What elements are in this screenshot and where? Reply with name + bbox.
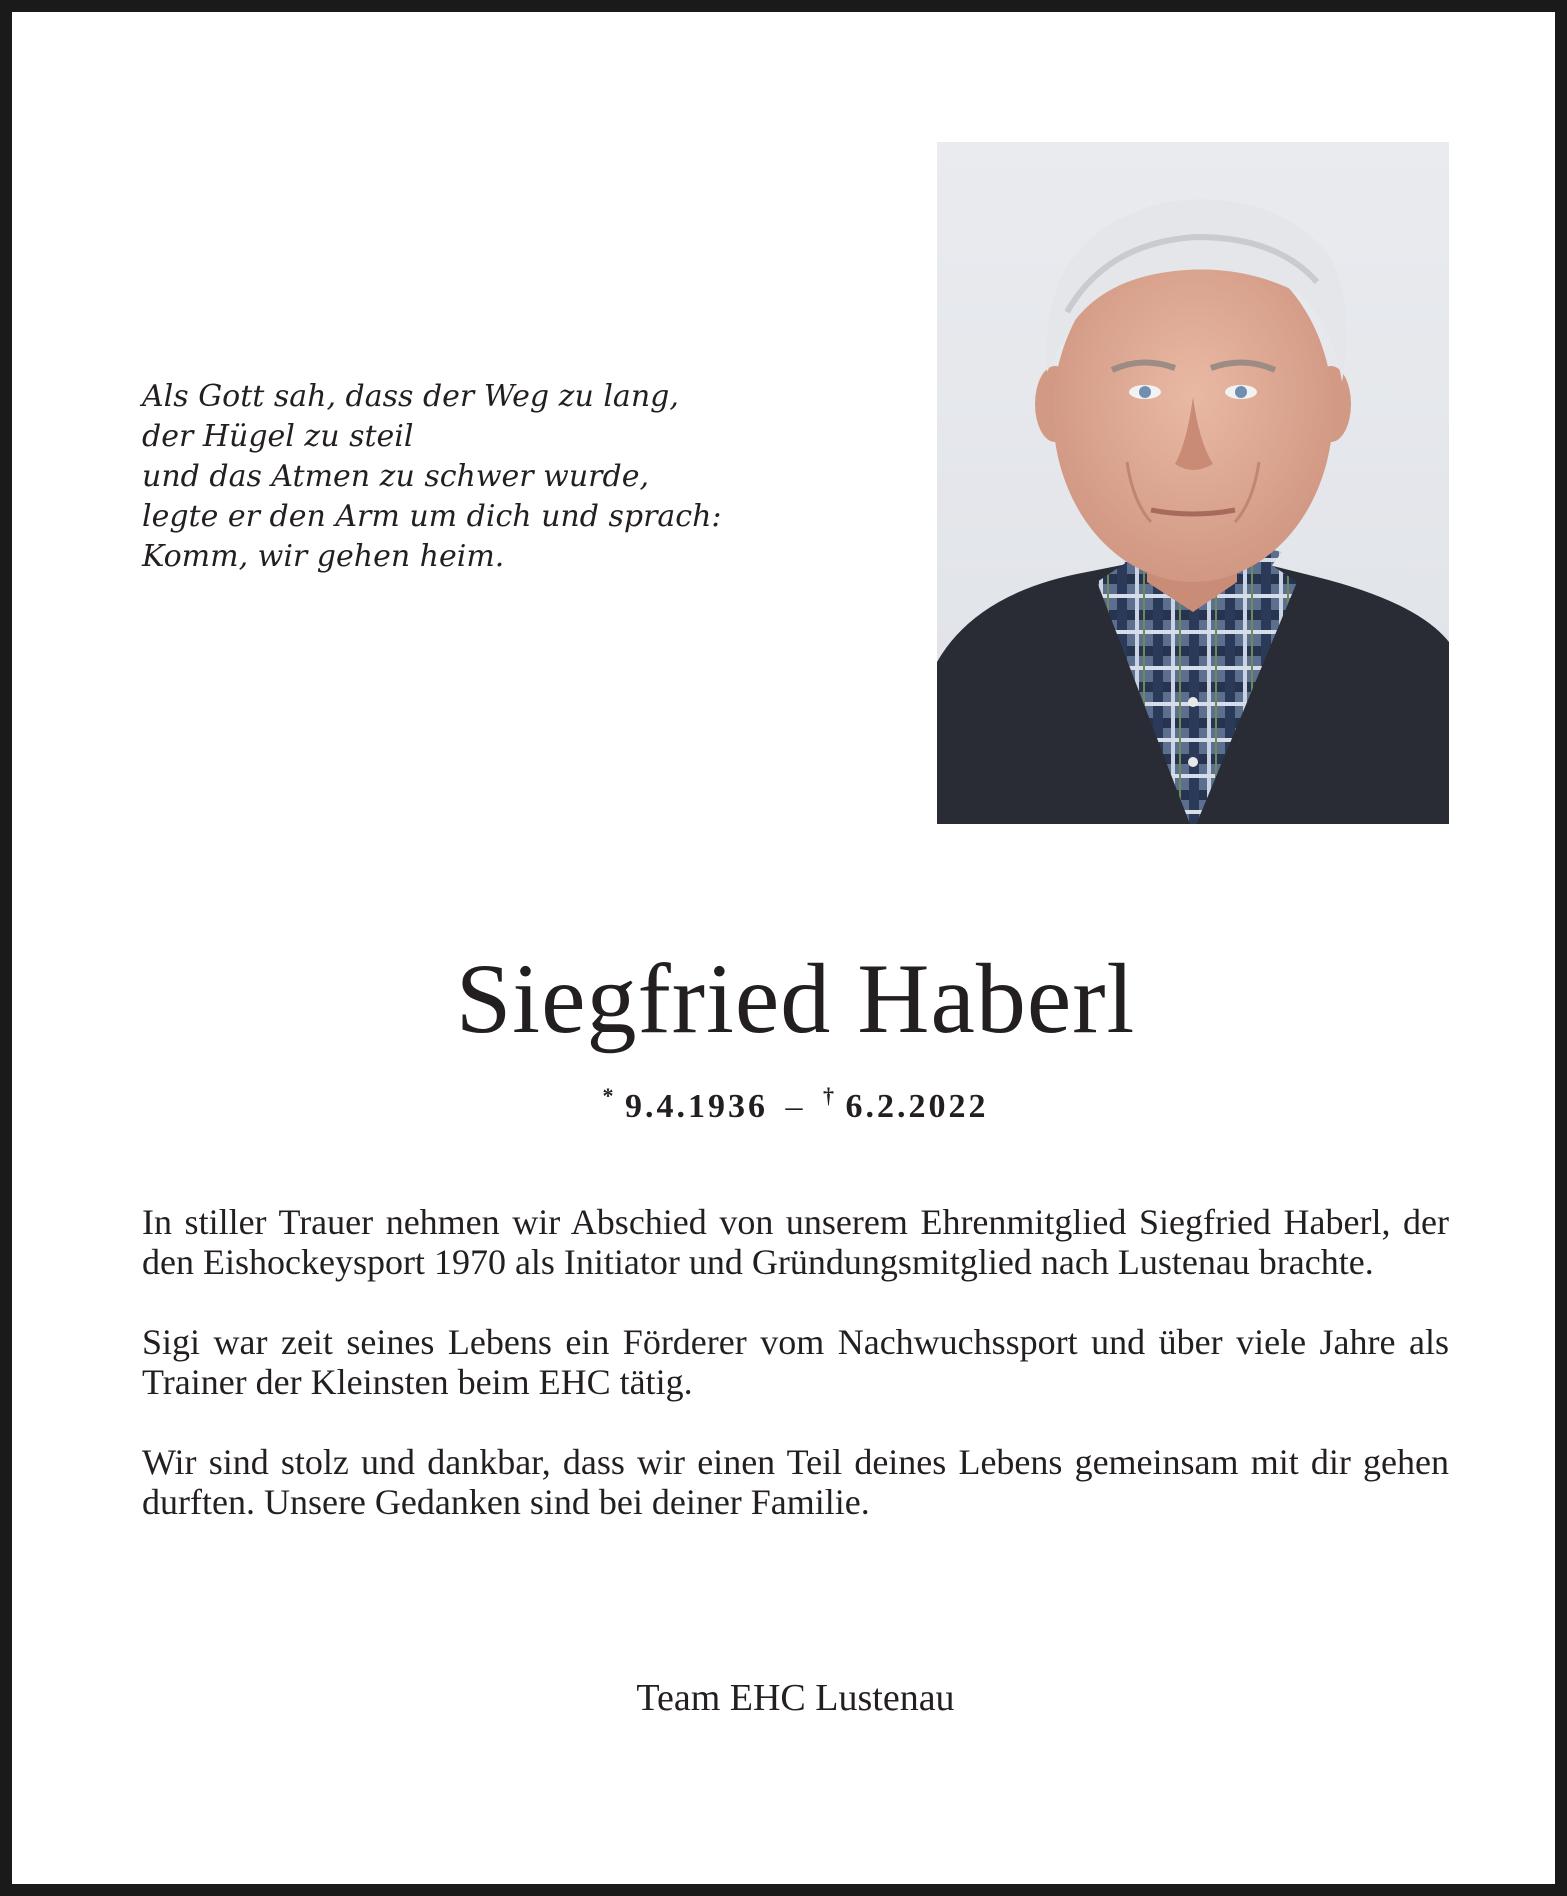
poem-line: Als Gott sah, dass der Weg zu lang, (142, 379, 679, 414)
obituary-paragraph: Sigi war zeit seines Lebens ein Förderer vom Nachwuchssport und über viele Jahre als Trainer der Kleinsten beim EHC tätig. (142, 1322, 1449, 1402)
birth-symbol: * (602, 1083, 614, 1108)
obituary-text (142, 1202, 1449, 1562)
deceased-name: Siegfried Haberl (455, 943, 1136, 1054)
poem-line: der Hügel zu steil (142, 419, 414, 454)
poem-line: legte er den Arm um dich und sprach: (142, 499, 722, 534)
poem-line: und das Atmen zu schwer wurde, (142, 459, 649, 494)
memorial-poem (142, 377, 762, 577)
poem-line: Komm, wir gehen heim. (142, 539, 505, 574)
signature: Team EHC Lustenau (636, 1677, 955, 1719)
life-dates (12, 1074, 1567, 1129)
obituary-paragraph: In stiller Trauer nehmen wir Abschied von unserem Ehrenmitglied Siegfried Haberl, der den Eishockeysport 1970 als Initiator und Gründungsmitglied nach Lustenau brachte. (142, 1202, 1449, 1282)
obituary-paragraph: Wir sind stolz und dankbar, dass wir einen Teil deines Lebens gemeinsam mit dir gehen durften. Unsere Gedanken sind bei deiner Familie. (142, 1442, 1449, 1522)
birth-date: 9.4.1936 (625, 1088, 768, 1125)
portrait-photo (937, 142, 1449, 824)
date-separator: – (785, 1088, 806, 1125)
death-symbol: † (823, 1083, 834, 1108)
death-date: 6.2.2022 (845, 1088, 989, 1125)
portrait-illustration (937, 142, 1449, 824)
